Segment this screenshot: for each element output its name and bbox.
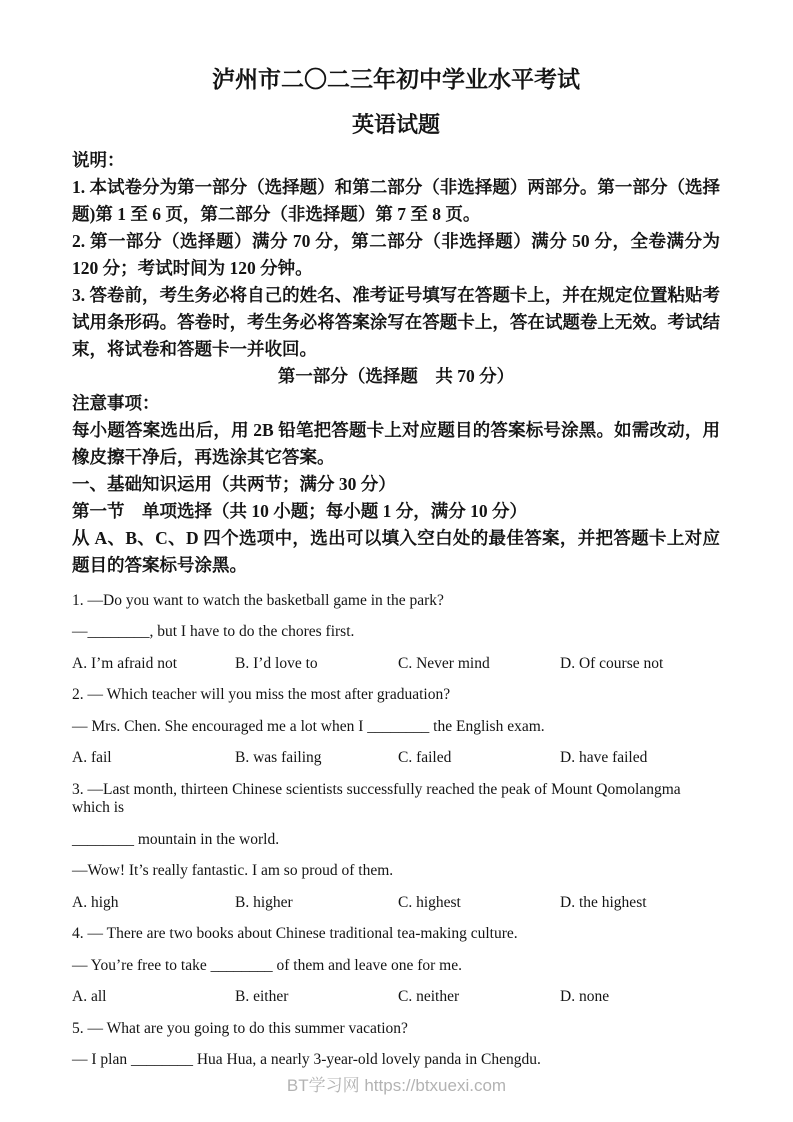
option-b: B. I’d love to bbox=[235, 654, 318, 672]
option-a: A. fail bbox=[72, 749, 112, 767]
question-line: —Wow! It’s really fantastic. I am so proud of them. bbox=[72, 862, 394, 880]
question-line: ________ mountain in the world. bbox=[72, 830, 280, 848]
options-row bbox=[72, 988, 720, 1007]
instruction-item-2: 2. 第一部分（选择题）满分 70 分，第二部分（非选择题）满分 50 分，全卷满分为 120 分；考试时间为 120 分钟。 bbox=[72, 230, 720, 278]
option-a: A. high bbox=[72, 893, 119, 911]
question-line: — I plan ________ Hua Hua, a nearly 3-year-old lovely panda in Chengdu. bbox=[72, 1051, 541, 1069]
option-c: C. highest bbox=[398, 893, 461, 911]
question-line: 3. —Last month, thirteen Chinese scientists successfully reached the peak of Mount Qomolangma which is bbox=[72, 780, 681, 817]
option-c: C. failed bbox=[398, 749, 452, 767]
option-d: D. have failed bbox=[560, 749, 648, 767]
options-row bbox=[72, 749, 720, 768]
instruction-item-3: 3. 答卷前，考生务必将自己的姓名、准考证号填写在答题卡上，并在规定位置粘贴考试用条形码。答卷时，考生务必将答案涂写在答题卡上，答在试题卷上无效。考试结束，将试卷和答题卡一并收回。 bbox=[72, 284, 720, 359]
question-5 bbox=[72, 1020, 720, 1070]
question-line: — Mrs. Chen. She encouraged me a lot when I ________ the English exam. bbox=[72, 717, 545, 735]
option-d: D. the highest bbox=[560, 893, 647, 911]
instruction-item-1: 1. 本试卷分为第一部分（选择题）和第二部分（非选择题）两部分。第一部分（选择题)第 1 至 6 页，第二部分（非选择题）第 7 至 8 页。 bbox=[72, 176, 720, 224]
options-row bbox=[72, 655, 720, 674]
instructions-heading: 说明： bbox=[72, 149, 125, 170]
page-subtitle: 英语试题 bbox=[351, 111, 440, 137]
option-b: B. either bbox=[235, 988, 289, 1006]
option-b: B. higher bbox=[235, 893, 293, 911]
question-line: 1. —Do you want to watch the basketball game in the park? bbox=[72, 591, 444, 609]
watermark-credit: BT学习网 https://btxuexi.com bbox=[286, 1076, 507, 1095]
option-a: A. I’m afraid not bbox=[72, 654, 178, 672]
notice-body: 每小题答案选出后，用 2B 铅笔把答题卡上对应题目的答案标号涂黑。如需改动，用橡皮擦干净后，再选涂其它答案。 bbox=[72, 419, 720, 467]
question-1 bbox=[72, 592, 720, 674]
option-c: C. Never mind bbox=[398, 654, 490, 672]
chinese-instructions-block bbox=[72, 147, 720, 579]
page-title: 泸州市二〇二三年初中学业水平考试 bbox=[212, 67, 580, 92]
questions-block bbox=[72, 592, 720, 1070]
question-line: — You’re free to take ________ of them and leave one for me. bbox=[72, 956, 462, 974]
part1-heading: 一、基础知识运用（共两节；满分 30 分） bbox=[72, 473, 396, 494]
question-line: 5. — What are you going to do this summer vacation? bbox=[72, 1019, 408, 1037]
question-line: 2. — Which teacher will you miss the most after graduation? bbox=[72, 686, 451, 704]
part1-direction: 从 A、B、C、D 四个选项中，选出可以填入空白处的最佳答案，并把答题卡上对应题目的答案标号涂黑。 bbox=[72, 527, 720, 575]
question-2 bbox=[72, 686, 720, 768]
question-3 bbox=[72, 781, 720, 913]
option-c: C. neither bbox=[398, 988, 460, 1006]
section1-heading: 第一部分（选择题 共 70 分） bbox=[277, 365, 515, 386]
question-4 bbox=[72, 925, 720, 1007]
part1-node-heading: 第一节 单项选择（共 10 小题；每小题 1 分，满分 10 分） bbox=[72, 500, 527, 521]
question-line: —________, but I have to do the chores first. bbox=[72, 623, 355, 641]
option-d: D. none bbox=[560, 988, 610, 1006]
options-row bbox=[72, 894, 720, 913]
option-d: D. Of course not bbox=[560, 654, 664, 672]
option-a: A. all bbox=[72, 988, 107, 1006]
notice-heading: 注意事项： bbox=[72, 392, 160, 413]
option-b: B. was failing bbox=[235, 749, 322, 767]
question-line: 4. — There are two books about Chinese traditional tea-making culture. bbox=[72, 925, 518, 943]
